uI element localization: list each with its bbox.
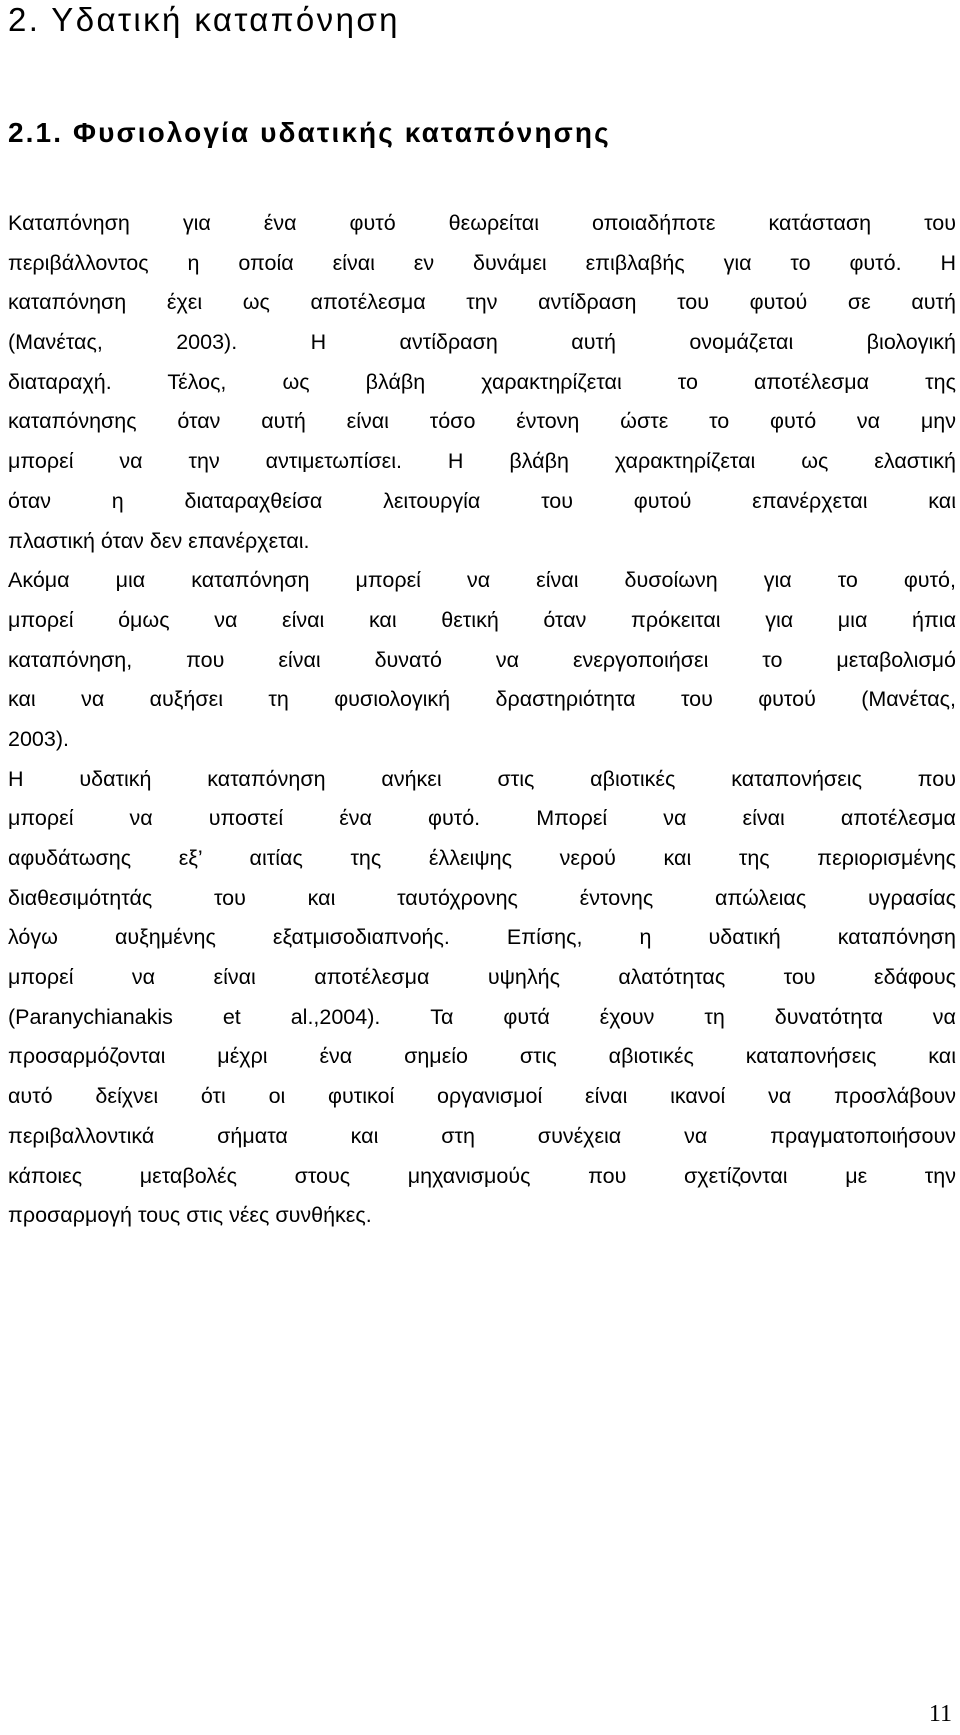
- text-line: καταπόνηση, που είναι δυνατό να ενεργοποιήσει το μεταβολισμό: [8, 647, 956, 672]
- text-line: περιβαλλοντικά σήματα και στη συνέχεια να πραγματοποιήσουν: [8, 1123, 956, 1148]
- text-line: προσαρμόζονται μέχρι ένα σημείο στις αβιοτικές καταπονήσεις και: [8, 1044, 956, 1069]
- text-line: διαθεσιμότητάς του και ταυτόχρονης έντονης απώλειας υγρασίας: [8, 885, 956, 910]
- text-line: μπορεί όμως να είναι και θετική όταν πρόκειται για μια ήπια: [8, 607, 956, 632]
- subsection-heading: 2.1. Φυσιολογία υδατικής καταπόνησης: [8, 117, 611, 148]
- text-line: διαταραχή. Τέλος, ως βλάβη χαρακτηρίζεται το αποτέλεσμα της: [8, 369, 956, 394]
- text-line: και να αυξήσει τη φυσιολογική δραστηριότητα του φυτού (Μανέτας,: [8, 687, 956, 712]
- text-line: 2003).: [8, 726, 69, 751]
- text-line: όταν η διαταραχθείσα λειτουργία του φυτού επανέρχεται και: [8, 488, 956, 513]
- text-line: (Μανέτας, 2003). Η αντίδραση αυτή ονομάζεται βιολογική: [8, 330, 956, 355]
- text-line: περιβάλλοντος η οποία είναι εν δυνάμει επιβλαβής για το φυτό. Η: [8, 250, 956, 275]
- text-line: μπορεί να υποστεί ένα φυτό. Μπορεί να είναι αποτέλεσμα: [8, 806, 956, 831]
- body-text: [8, 208, 956, 1240]
- text-line: καταπόνηση έχει ως αποτέλεσμα την αντίδραση του φυτού σε αυτή: [8, 290, 956, 315]
- text-line: προσαρμογή τους στις νέες συνθήκες.: [8, 1203, 372, 1228]
- text-line: μπορεί να είναι αποτέλεσμα υψηλής αλατότητας του εδάφους: [8, 965, 956, 990]
- section-heading: 2. Υδατική καταπόνηση: [8, 1, 400, 38]
- text-line: πλαστική όταν δεν επανέρχεται.: [8, 528, 310, 553]
- text-line: κάποιες μεταβολές στους μηχανισμούς που σχετίζονται με την: [8, 1163, 956, 1188]
- text-line: Ακόμα μια καταπόνηση μπορεί να είναι δυσοίωνη για το φυτό,: [8, 568, 956, 593]
- text-line: αφυδάτωσης εξ’ αιτίας της έλλειψης νερού και της περιορισμένης: [8, 846, 956, 870]
- text-line: Η υδατική καταπόνηση ανήκει στις αβιοτικές καταπονήσεις που: [8, 766, 956, 791]
- text-line: αυτό δείχνει ότι οι φυτικοί οργανισμοί είναι ικανοί να προσλάβουν: [8, 1084, 956, 1109]
- text-line: μπορεί να την αντιμετωπίσει. Η βλάβη χαρακτηρίζεται ως ελαστική: [8, 449, 956, 474]
- page-number: 11: [928, 1701, 952, 1727]
- text-line: καταπόνησης όταν αυτή είναι τόσο έντονη ώστε το φυτό να μην: [8, 409, 956, 434]
- text-line: (Paranychianakis et al.,2004). Τα φυτά έχουν τη δυνατότητα να: [8, 1004, 956, 1029]
- text-line: λόγω αυξημένης εξατμισοδιαπνοής. Επίσης, η υδατική καταπόνηση: [8, 925, 956, 950]
- text-line: Καταπόνηση για ένα φυτό θεωρείται οποιαδήποτε κατάσταση του: [8, 211, 956, 235]
